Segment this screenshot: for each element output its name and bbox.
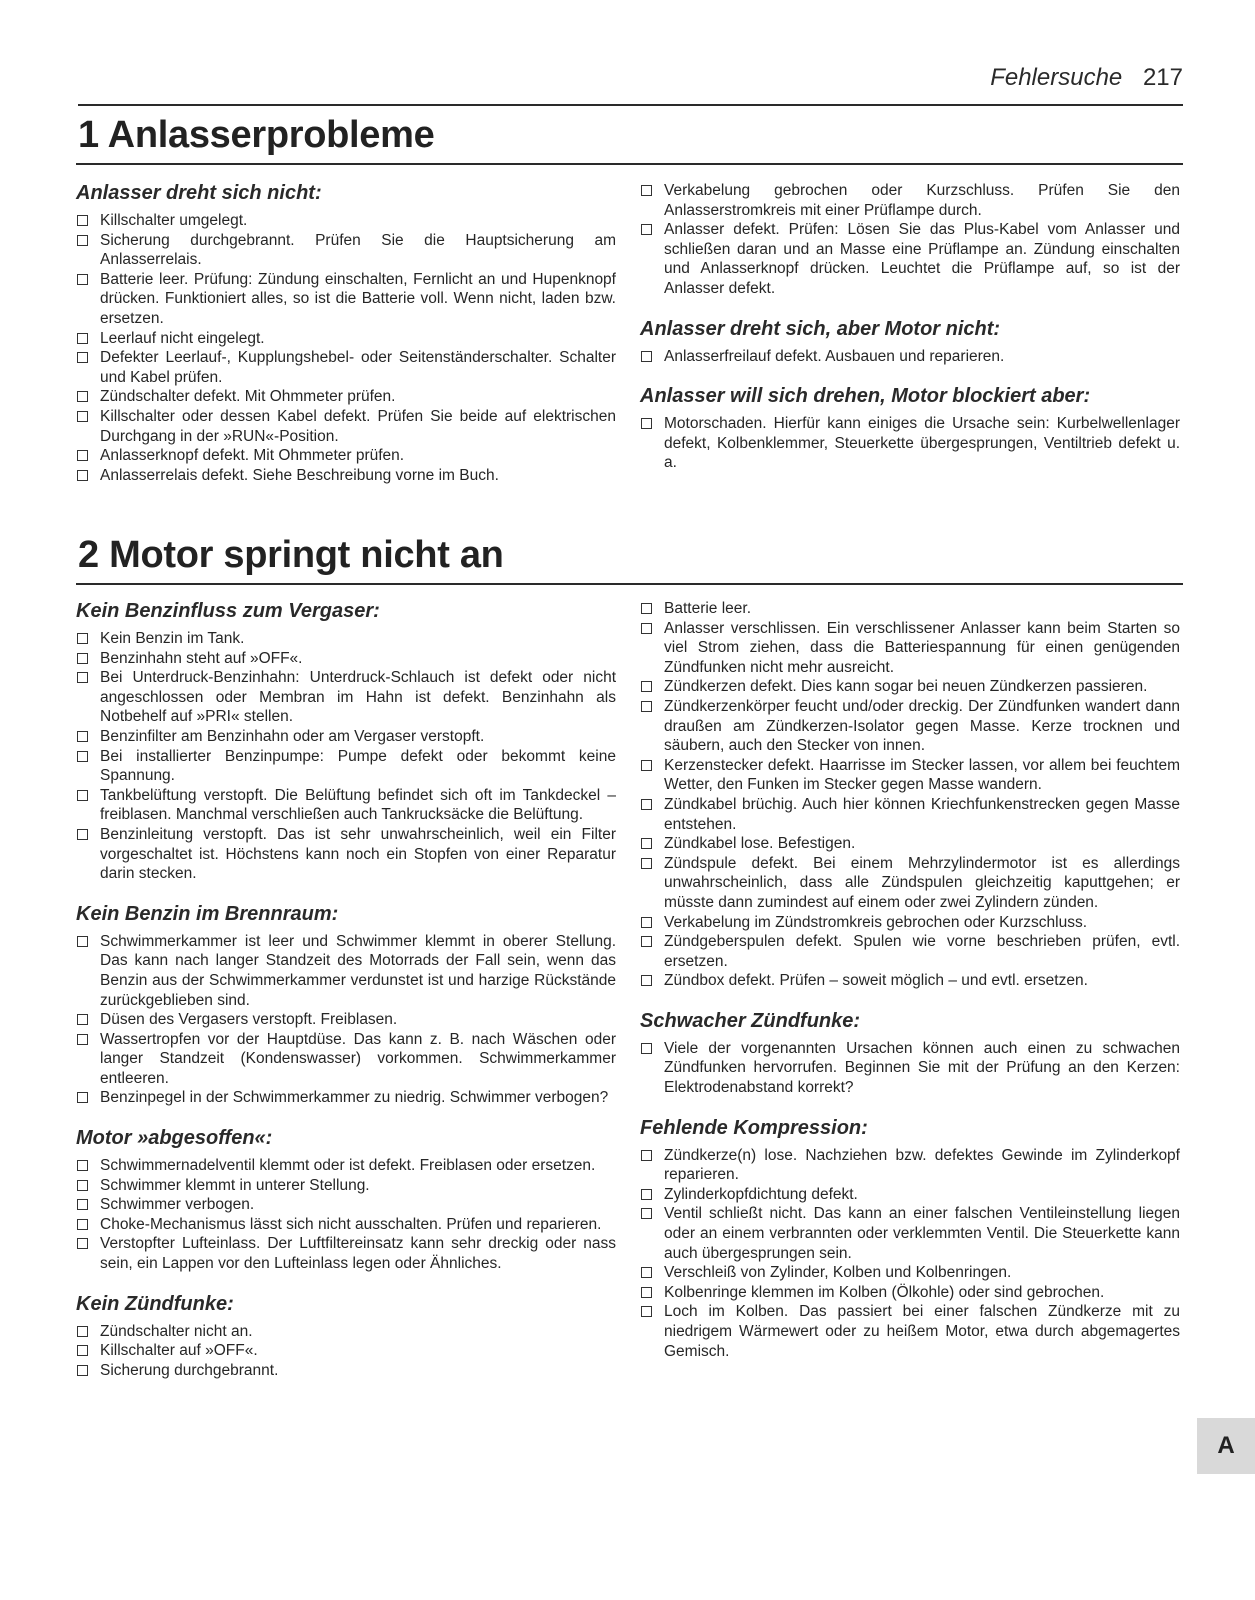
checklist-item [76,1234,616,1273]
checklist-item-text: Benzinhahn steht auf »OFF«. [100,649,303,667]
checklist-item-text: Verschleiß von Zylinder, Kolben und Kolbenringen. [664,1264,1012,1282]
checklist [640,1146,1180,1362]
checklist-item-text: Kerzenstecker defekt. Haarrisse im Stecker lassen, vor allem bei feuchtem Wetter, den Funken im Stecker gegen Masse wandern. [664,756,1180,794]
checklist-item [76,747,616,786]
checklist-item [76,466,616,486]
checkbox-icon [641,1267,652,1278]
subheading: Schwacher Zündfunke: [640,1009,861,1032]
checkbox-icon [641,838,652,849]
checklist-item-text: Batterie leer. [664,600,752,617]
checkbox-icon [77,391,88,402]
subheading: Fehlende Kompression: [640,1116,868,1139]
checklist-item [640,971,1180,991]
checkbox-icon [641,351,652,362]
checklist-item [76,1030,616,1089]
checklist-item-text: Anlasserfreilauf defekt. Ausbauen und reparieren. [664,347,1005,365]
checklist-item-text: Anlasser defekt. Prüfen: Lösen Sie das Plus-Kabel vom Anlasser und schließen daran und an Masse eine Prüflampe an. Zündung einschalten und Anlasserknopf drücken. Leuchtet die Prüflampe auf, so ist der Anlasser defekt. [664,221,1180,297]
checklist-item-text: Düsen des Vergasers verstopft. Freiblasen. [100,1011,398,1029]
checklist-item [640,1302,1180,1361]
checklist-item-text: Wassertropfen vor der Hauptdüse. Das kann z. B. nach Wäschen oder langer Standzeit (Kondenswasser) vorkommen. Schwimmerkammer entleeren. [100,1030,616,1087]
checklist-item-text: Loch im Kolben. Das passiert bei einer falschen Zündkerze mit zu niedrigem Wärmewert oder zu heißem Motor, etwa durch abgemagertes Gemisch. [664,1303,1180,1360]
checkbox-icon [641,917,652,928]
checkbox-icon [77,1365,88,1376]
checkbox-icon [77,653,88,664]
checklist-item [640,181,1180,220]
checklist-item [640,834,1180,854]
checklist-item-text: Motorschaden. Hierfür kann einiges die Ursache sein: Kurbelwellenlager defekt, Kolbenklemmer, Steuerkette übergesprungen, Ventiltrieb defekt u. a. [664,415,1180,472]
checkbox-icon [77,1326,88,1337]
checklist-item [76,1088,616,1108]
section-title: 1 Anlasserprobleme [78,114,435,156]
header-section-name: Fehlersuche [990,64,1123,91]
checklist-item-text: Zündschalter defekt. Mit Ohmmeter prüfen. [100,388,396,406]
left-column [76,599,616,1398]
checklist-item [76,1215,616,1235]
checkbox-icon [77,1219,88,1230]
section-anlasserprobleme [76,114,1183,484]
checklist-item-text: Sicherung durchgebrannt. Prüfen Sie die Hauptsicherung am Anlasserrelais. [100,231,616,269]
checklist-item-text: Zündkerze(n) lose. Nachziehen bzw. defektes Gewinde im Zylinderkopf reparieren. [664,1146,1180,1184]
checklist-item-text: Ventil schließt nicht. Das kann an einer falschen Ventileinstellung liegen oder an einem verbrannten oder verklemmten Ventil. Die Steuerkette kann auch übergesprungen sein. [664,1205,1180,1262]
checklist [76,1322,616,1381]
checklist-item-text: Verstopfter Lufteinlass. Der Luftfiltereinsatz kann sehr dreckig oder nass sein, ein Lappen vor den Lufteinlass legen oder Ähnliches. [100,1235,616,1273]
checklist-item-text: Zündkabel brüchig. Auch hier können Kriechfunkenstrecken gegen Masse entstehen. [664,795,1180,833]
checklist-item-text: Bei installierter Benzinpumpe: Pumpe defekt oder bekommt keine Spannung. [100,747,616,785]
checklist [76,1156,616,1274]
checklist-item [76,1195,616,1215]
checkbox-icon [77,450,88,461]
checklist-item [640,932,1180,971]
subheading: Anlasser dreht sich, aber Motor nicht: [640,317,1001,340]
checklist-item [76,668,616,727]
checkbox-icon [641,1287,652,1298]
checklist-group [76,902,616,1108]
checklist-item [76,1176,616,1196]
page-number: 217 [1142,64,1183,91]
checklist-item [76,387,616,407]
subheading: Motor »abgesoffen«: [76,1127,273,1150]
checkbox-icon [77,633,88,644]
chapter-tab-marker: A [1197,1418,1255,1474]
section-rule [76,583,1183,585]
checkbox-icon [641,858,652,869]
subheading: Anlasser dreht sich nicht: [76,182,322,204]
checklist-item [76,1010,616,1030]
checkbox-icon [641,1189,652,1200]
subheading: Anlasser will sich drehen, Motor blockiert aber: [640,385,1091,408]
checklist-item [640,220,1180,298]
checkbox-icon [641,603,652,614]
checklist [76,211,616,485]
checklist-item-text: Tankbelüftung verstopft. Die Belüftung befindet sich oft im Tankdeckel – freiblasen. Manchmal verschließen auch Tankrucksäcke die Belüftung. [100,786,616,824]
checklist-item [76,825,616,884]
checklist-item-text: Benzinfilter am Benzinhahn oder am Vergaser verstopft. [100,727,485,745]
checklist-item-text: Schwimmer klemmt in unterer Stellung. [100,1176,370,1194]
checklist-item-text: Batterie leer. Prüfung: Zündung einschalten, Fernlicht an und Hupenknopf drücken. Funktioniert alles, so ist die Batterie voll. Wenn nicht, laden bzw. ersetzen. [100,270,616,327]
checkbox-icon [77,1345,88,1356]
checklist-item [76,1361,616,1381]
checklist [640,1039,1180,1098]
checklist-group [640,384,1180,473]
checklist [640,599,1180,991]
checklist-item [76,231,616,270]
checklist-item-text: Killschalter auf »OFF«. [100,1342,258,1360]
right-column [640,599,1180,1379]
checklist-item-text: Killschalter umgelegt. [100,212,248,229]
checklist-item-text: Zündgeberspulen defekt. Spulen wie vorne beschrieben prüfen, evtl. ersetzen. [664,933,1180,970]
checklist-item-text: Schwimmer verbogen. [100,1196,255,1214]
checklist-item [76,932,616,1010]
checklist-item-text: Anlasserknopf defekt. Mit Ohmmeter prüfen. [100,447,405,465]
checkbox-icon [641,1208,652,1219]
checklist-group [640,1116,1180,1362]
checklist-item [76,329,616,349]
checkbox-icon [641,1306,652,1317]
left-column [76,181,616,503]
checklist-group [76,1126,616,1274]
checkbox-icon [77,751,88,762]
checklist-item [640,414,1180,473]
checkbox-icon [641,681,652,692]
checklist-item-text: Zündkerzen defekt. Dies kann sogar bei neuen Zündkerzen passieren. [664,678,1148,696]
checklist-item-text: Benzinpegel in der Schwimmerkammer zu niedrig. Schwimmer verbogen? [100,1089,609,1107]
checklist-item-text: Schwimmerkammer ist leer und Schwimmer klemmt in oberer Stellung. Das kann nach langer Standzeit des Motorrads der Fall sein, wenn das Benzin aus der Schwimmerkammer verdunstet ist und harzige Rückstände zurückgeblieben sind. [100,932,616,1009]
checklist-item-text: Zylinderkopfdichtung defekt. [664,1185,858,1203]
checkbox-icon [77,470,88,481]
checklist [640,414,1180,473]
checkbox-icon [641,224,652,235]
checklist-item-text: Defekter Leerlauf-, Kupplungshebel- oder Seitenständerschalter. Schalter und Kabel prüfen. [100,349,616,386]
checklist-item [76,348,616,387]
checkbox-icon [77,1199,88,1210]
running-header [990,64,1183,92]
checklist-item [640,913,1180,933]
checkbox-icon [77,672,88,683]
checklist-item [76,407,616,446]
checkbox-icon [77,333,88,344]
checklist-item-text: Benzinleitung verstopft. Das ist sehr unwahrscheinlich, weil ein Filter vorgeschaltet ist. Höchstens kann noch ein Stopfen von einer Reparatur darin stecken. [100,825,616,883]
checklist-item [640,1204,1180,1263]
checklist-item [640,756,1180,795]
checkbox-icon [77,936,88,947]
checkbox-icon [77,790,88,801]
checklist-item [640,1283,1180,1303]
checkbox-icon [77,215,88,226]
checklist-item [76,1156,616,1176]
checklist-item [76,1322,616,1342]
checkbox-icon [641,418,652,429]
checkbox-icon [641,185,652,196]
checklist-item [76,649,616,669]
checklist [76,629,616,884]
checklist-item-text: Kolbenringe klemmen im Kolben (Ölkohle) oder sind gebrochen. [664,1283,1105,1301]
checklist [640,181,1180,299]
checklist-item-text: Anlasserrelais defekt. Siehe Beschreibung vorne im Buch. [100,466,499,484]
checkbox-icon [641,760,652,771]
checklist-group [76,1292,616,1381]
checkbox-icon [77,731,88,742]
section-motor-springt-nicht-an [76,534,1183,1379]
checkbox-icon [77,1160,88,1171]
checklist-item-text: Verkabelung im Zündstromkreis gebrochen oder Kurzschluss. [664,913,1088,931]
checklist-group [640,1009,1180,1098]
checklist-item-text: Anlasser verschlissen. Ein verschlissener Anlasser kann beim Starten so viel Strom ziehen, dass die Batteriespannung für einen genügenden Zündfunken nicht mehr ausreicht. [664,619,1180,676]
subheading: Kein Benzin im Brennraum: [76,902,339,925]
checkbox-icon [77,1092,88,1103]
checklist-item-text: Kein Benzin im Tank. [100,630,245,647]
checklist-item-text: Zündkerzenkörper feucht und/oder dreckig. Der Zündfunken wandert dann draußen am Zündkerzen-Isolator gegen Masse. Kerze trocknen und säubern, auch den Stecker von innen. [664,697,1180,755]
checkbox-icon [77,1034,88,1045]
checklist-item [76,786,616,825]
checklist-item [640,854,1180,913]
checklist-item-text: Zündschalter nicht an. [100,1322,253,1340]
checklist-group [640,181,1180,299]
checkbox-icon [641,799,652,810]
checklist-item-text: Choke-Mechanismus lässt sich nicht ausschalten. Prüfen und reparieren. [100,1215,602,1233]
checklist-item-text: Zündbox defekt. Prüfen – soweit möglich – und evtl. ersetzen. [664,972,1088,990]
section-title: 2 Motor springt nicht an [78,534,504,576]
section-rule [76,163,1183,165]
checklist-item [640,1146,1180,1185]
checklist-item-text: Bei Unterdruck-Benzinhahn: Unterdruck-Schlauch ist defekt oder nicht angeschlossen oder Membran im Hahn ist defekt. Benzinhahn als Notbehelf auf »PRI« stellen. [100,669,616,726]
checklist-group [640,317,1180,367]
checklist-item-text: Leerlauf nicht eingelegt. [100,329,265,347]
checkbox-icon [77,411,88,422]
checklist-item-text: Schwimmernadelventil klemmt oder ist defekt. Freiblasen oder ersetzen. [100,1157,596,1175]
right-column [640,181,1180,491]
checklist-item [76,1341,616,1361]
checkbox-icon [641,1150,652,1161]
subheading: Kein Zündfunke: [76,1292,234,1315]
checklist-item [76,446,616,466]
checklist-item [76,270,616,329]
checklist [76,932,616,1108]
checklist-group [76,181,616,485]
checklist-item [640,599,1180,619]
checkbox-icon [77,1238,88,1249]
checkbox-icon [77,1180,88,1191]
checklist-item-text: Verkabelung gebrochen oder Kurzschluss. Prüfen Sie den Anlasserstromkreis mit einer Prüflampe durch. [664,182,1180,219]
checklist-item-text: Sicherung durchgebrannt. [100,1361,279,1379]
header-rule [78,104,1183,106]
checkbox-icon [77,829,88,840]
checklist-item [640,1263,1180,1283]
subheading: Kein Benzinfluss zum Vergaser: [76,600,380,622]
checklist-item [640,795,1180,834]
checkbox-icon [641,623,652,634]
checklist-item [640,347,1180,367]
checklist-item [76,727,616,747]
checklist-item-text: Killschalter oder dessen Kabel defekt. Prüfen Sie beide auf elektrischen Durchgang in der »RUN«-Position. [100,407,616,445]
checklist-item-text: Viele der vorgenannten Ursachen können auch einen zu schwachen Zündfunken hervorrufen. Beginnen Sie mit der Prüfung an den Kerzen: Elektrodenabstand korrekt? [664,1039,1180,1097]
checklist-group [76,599,616,884]
checkbox-icon [77,274,88,285]
checklist-item [76,629,616,649]
checkbox-icon [641,975,652,986]
checklist-item-text: Zündspule defekt. Bei einem Mehrzylindermotor ist es allerdings unwahrscheinlich, dass alle Zündspulen gleichzeitig kaputtgehen; er müsste dann zumindest auf einem oder zwei Zylindern zünden. [664,854,1180,911]
checklist-item [76,211,616,231]
checklist-item [640,677,1180,697]
checkbox-icon [641,701,652,712]
checklist-item [640,697,1180,756]
checklist-item [640,619,1180,678]
checklist-item [640,1185,1180,1205]
checklist-item [640,1039,1180,1098]
checkbox-icon [641,936,652,947]
checkbox-icon [641,1043,652,1054]
checklist [640,347,1180,367]
checkbox-icon [77,1014,88,1025]
checkbox-icon [77,235,88,246]
checkbox-icon [77,352,88,363]
checklist-group [640,599,1180,991]
checklist-item-text: Zündkabel lose. Befestigen. [664,835,856,853]
